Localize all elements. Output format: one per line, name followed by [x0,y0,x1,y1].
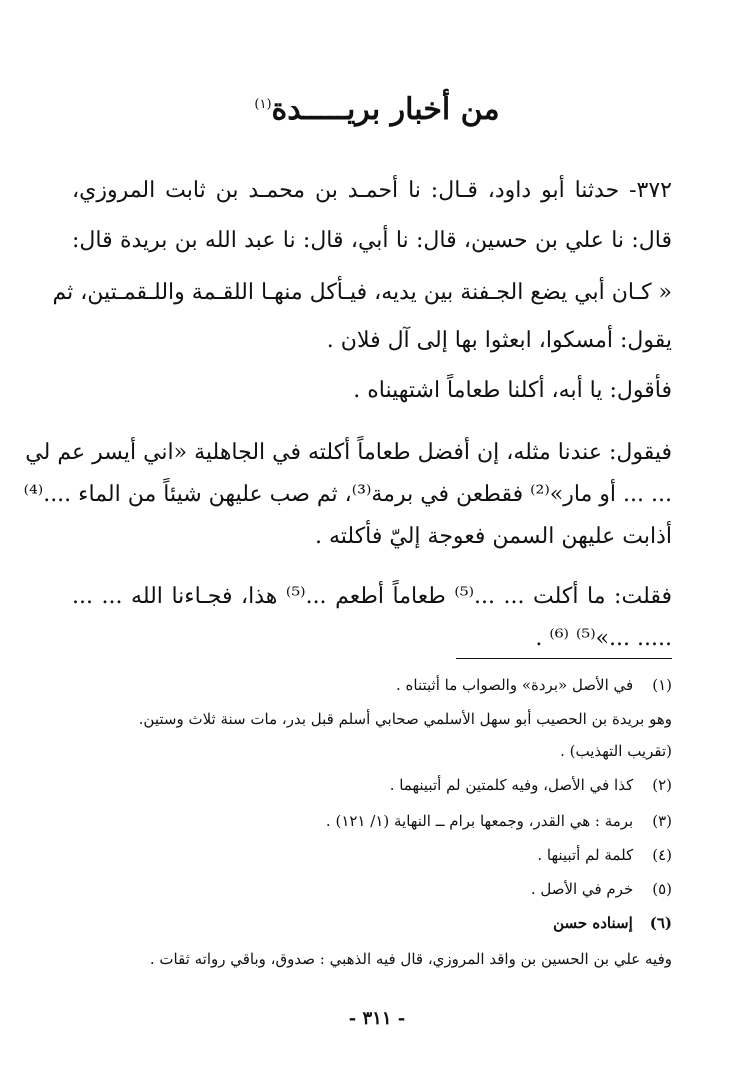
footnote-text: كذا في الأصل، وفيه كلمتين لم أتبينهما . [389,776,634,794]
footnote [72,950,672,968]
body-line: ... ... أو مار»⁽²⁾ فقطعن في برمة⁽³⁾، ثم صب عليهن شيئاً من الماء ....⁽⁴⁾ [23,482,672,507]
footnote [72,846,672,864]
footnote-number: (١) [652,676,672,694]
footnote-text: (تقريب التهذيب) . [560,742,672,760]
footnote [72,676,672,694]
body-line: فقلت: ما أكلت ... ...⁽⁵⁾ طعاماً أطعم ...⁽⁵⁾ هذا، فجـاءنا الله ... ... [72,584,672,609]
footnote [72,776,672,794]
body-line: يقول: أمسكوا، ابعثوا بها إلى آل فلان . [326,328,672,353]
body-line: « كـان أبي يضع الجـفنة بين يديه، فيـأكل منهـا اللقـمة واللـقمـتين، ثم [52,280,672,305]
body-line: فأقول: يا أبه، أكلنا طعاماً اشتهيناه . [353,378,672,403]
footnote-text: إسناده حسن [553,914,633,932]
footnote-text: وفيه علي بن الحسين بن واقد المروزي، قال فيه الذهبي : صدوق، وباقي رواته ثقات . [149,950,672,968]
body-line: قال: نا علي بن حسين، قال: نا أبي، قال: نا عبد الله بن بريدة قال: [72,228,672,253]
footnote [72,710,672,728]
footnote-text: في الأصل «بردة» والصواب ما أثبتناه . [396,676,634,694]
footnote-number: (٦) [649,914,672,932]
chapter-title-text: من أخبار بريـــــدة [271,92,500,127]
body-line: فيقول: عندنا مثله، إن أفضل طعاماً أكلته في الجاهلية «اني أيسر عم لي [25,440,672,465]
page-number: - ٣١١ - [348,1008,406,1029]
body-line: ..... ...»⁽⁵⁾ ⁽⁶⁾ . [535,626,672,651]
body-line: أذابت عليهن السمن فعوجة إليّ فأكلته . [315,524,672,549]
title-footnote-ref: (١) [254,97,272,112]
footnote-text: خرم في الأصل . [530,880,634,898]
body-line: ٣٧٢- حدثنا أبو داود، قـال: نا أحمـد بن محمـد بن ثابت المروزي، [72,178,672,203]
footnote-text: وهو بريدة بن الحصيب أبو سهل الأسلمي صحابي أسلم قبل بدر، مات سنة ثلاث وستين. [138,710,672,728]
chapter-title [0,92,754,127]
footnote-separator [456,658,672,659]
footnote [72,812,672,830]
footnote-number: (٣) [652,812,672,830]
footnote-number: (٤) [652,846,672,864]
footnote [72,742,672,760]
footnote-number: (٥) [652,880,672,898]
footnote [72,914,672,932]
footnote-number: (٢) [652,776,672,794]
footnote-text: برمة : هي القدر، وجمعها برام ــ النهاية (١/ ١٢١) . [325,812,634,830]
footnote [72,880,672,898]
footnote-text: كلمة لم أتبينها . [537,846,634,864]
